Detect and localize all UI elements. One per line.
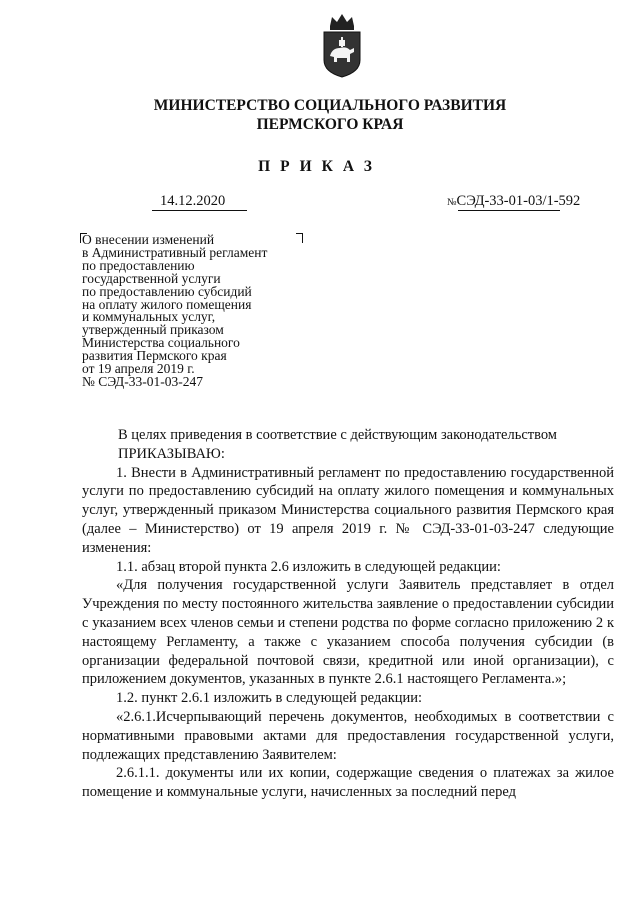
number-sign: № xyxy=(447,197,457,208)
number-underline xyxy=(458,210,560,211)
body-paragraph-1: 1. Внести в Административный регламент по предоставлению государственной услуги по предоставлению субсидий на оплату жилого помещения и коммунальных услуг, утвержденный приказом Министерства социального развития Пермского края (далее – Министерство) от 19 апреля 2019 г. № СЭД-33-01-03-247 следующие изменения: xyxy=(82,464,614,556)
coat-of-arms-emblem xyxy=(320,12,364,78)
quoted-paragraph-2-6-1: «2.6.1.Исчерпывающий перечень документов, необходимых в соответствии с нормативными правовыми актами для предоставления государственной услуги, подлежащих представлению Заявителем: xyxy=(82,708,614,763)
subject-line: по предоставлению xyxy=(82,257,195,273)
subject-line: утвержденный приказом xyxy=(82,322,224,338)
order-title: ПРИКАЗ xyxy=(258,158,382,175)
ministry-name-line1: МИНИСТЕРСТВО СОЦИАЛЬНОГО РАЗВИТИЯ xyxy=(153,97,507,114)
subject-line: на оплату жилого помещения xyxy=(82,296,252,312)
ministry-name-line2: ПЕРМСКОГО КРАЯ xyxy=(256,116,404,133)
subject-line: развития Пермского края xyxy=(82,348,227,364)
subject-line: О внесении изменений xyxy=(82,232,215,247)
subject-line: государственной услуги xyxy=(82,270,221,286)
ministry-name xyxy=(150,96,510,134)
subject-line: по предоставлению субсидий xyxy=(82,283,252,299)
order-number-value: СЭД-33-01-03/1-592 xyxy=(456,193,581,209)
subject-line: Министерства социального xyxy=(82,335,240,351)
body-paragraph-1-1: 1.1. абзац второй пункта 2.6 изложить в следующей редакции: xyxy=(116,558,501,575)
order-body xyxy=(82,426,614,802)
order-subject xyxy=(82,234,267,389)
order-directive: ПРИКАЗЫВАЮ: xyxy=(118,445,225,462)
date-underline xyxy=(152,210,247,211)
subject-line: в Административный регламент xyxy=(82,244,268,260)
order-number xyxy=(447,193,580,210)
subject-line: и коммунальных услуг, xyxy=(82,309,216,325)
subject-bracket-right xyxy=(296,233,303,243)
body-paragraph-2-6-1-1: 2.6.1.1. документы или их копии, содержащие сведения о платежах за жилое помещение и коммунальные услуги, начисленных за последний перед xyxy=(82,765,614,801)
preamble-paragraph: В целях приведения в соответствие с действующим законодательством xyxy=(118,427,557,443)
subject-line: от 19 апреля 2019 г. xyxy=(82,361,195,377)
body-paragraph-1-2: 1.2. пункт 2.6.1 изложить в следующей редакции: xyxy=(116,690,423,707)
order-date: 14.12.2020 xyxy=(160,193,226,209)
subject-line: № СЭД-33-01-03-247 xyxy=(82,373,203,389)
quoted-paragraph-2-6: «Для получения государственной услуги Заявитель представляет в отдел Учреждения по месту постоянного жительства заявление о предоставлении субсидии с указанием всех членов семьи и степени родства по форме согласно приложению 2 к настоящему Регламенту, а также с указанием способа получения субсидии (в организации федеральной почтовой связи, кредитной или иной организации), с приложением документов, указанных в пункте 2.6.1 настоящего Регламента.»; xyxy=(82,577,614,688)
